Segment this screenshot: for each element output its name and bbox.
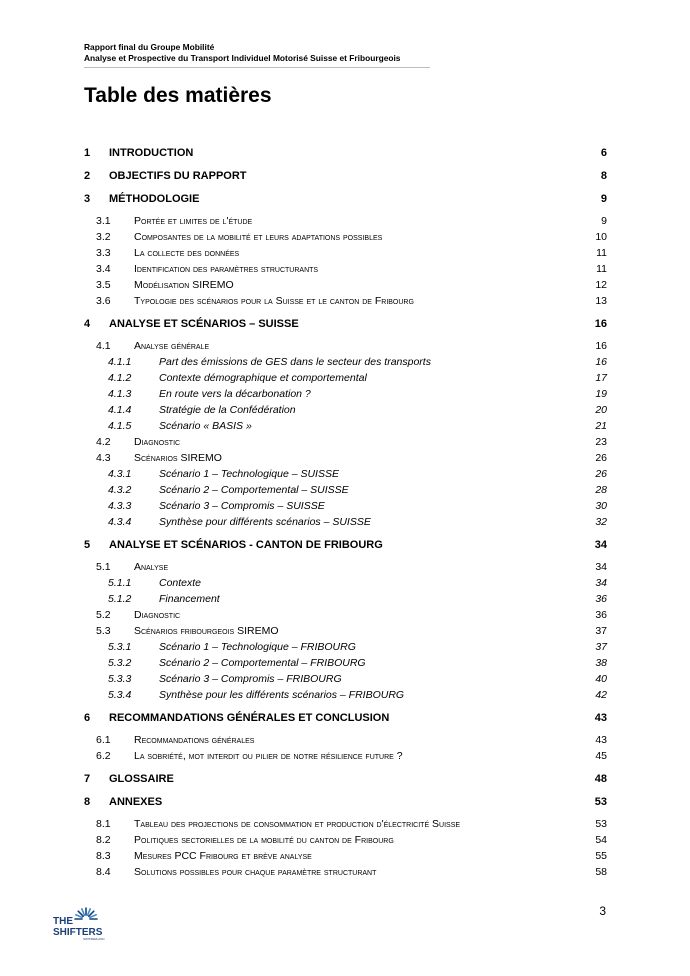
toc-entry[interactable] — [0, 338, 690, 354]
toc-entry-title: Composantes de la mobilité et leurs adaptations possibles — [134, 231, 383, 243]
toc-entry[interactable] — [0, 794, 690, 810]
toc-entry-page: 26 — [595, 452, 607, 464]
toc-entry-page: 9 — [601, 215, 607, 227]
toc-entry-title: Stratégie de la Confédération — [159, 404, 296, 416]
toc-entry-title: Scénario 1 – Technologique – SUISSE — [159, 468, 339, 480]
toc-entry-title: OBJECTIFS DU RAPPORT — [109, 170, 247, 182]
toc-entry-title: Scénarios fribourgeois SIREMO — [134, 625, 279, 637]
page-number: 3 — [599, 904, 606, 918]
toc-entry-title: Solutions possibles pour chaque paramètre structurant — [134, 866, 377, 878]
toc-entry-page: 32 — [595, 516, 607, 528]
toc-entry-page: 43 — [594, 712, 607, 724]
toc-entry-title: Portée et limites de l'étude — [134, 215, 253, 227]
toc-entry-page: 58 — [595, 866, 607, 878]
toc-entry[interactable] — [0, 687, 690, 703]
toc-entry-num: 3.3 — [96, 247, 111, 259]
toc-entry-page: 26 — [595, 468, 607, 480]
header-line-1: Rapport final du Groupe Mobilité — [84, 42, 215, 52]
toc-entry[interactable] — [0, 671, 690, 687]
toc-entry[interactable] — [0, 466, 690, 482]
toc-entry-num: 3 — [84, 193, 91, 205]
toc-entry-title: MÉTHODOLOGIE — [109, 193, 200, 205]
toc-entry-page: 38 — [595, 657, 607, 669]
toc-entry-page: 6 — [600, 147, 607, 159]
toc-entry-page: 34 — [594, 539, 607, 551]
toc-entry[interactable] — [0, 498, 690, 514]
toc-entry-title: Scénario 3 – Compromis – SUISSE — [159, 500, 325, 512]
toc-entry-title: Diagnostic — [134, 436, 181, 448]
toc-entry-title: Scénarios SIREMO — [134, 452, 222, 464]
toc-entry-title: Modélisation SIREMO — [134, 279, 234, 291]
toc-entry-title: Diagnostic — [134, 609, 181, 621]
toc-entry[interactable] — [0, 386, 690, 402]
toc-entry-title: En route vers la décarbonation ? — [159, 388, 311, 400]
toc-entry-page: 37 — [595, 641, 607, 653]
toc-entry-page: 13 — [595, 295, 607, 307]
toc-entry-page: 36 — [595, 609, 607, 621]
toc-entry[interactable] — [0, 639, 690, 655]
toc-entry[interactable] — [0, 537, 690, 553]
toc-entry-num: 5 — [84, 539, 91, 551]
toc-entry-num: 8.2 — [96, 834, 111, 846]
toc-entry-num: 8.3 — [96, 850, 111, 862]
toc-entry-title: Tableau des projections de consommation et production d'électricité Suisse — [134, 818, 461, 830]
toc-entry[interactable] — [0, 864, 690, 880]
logo-text-the: THE — [53, 916, 73, 927]
toc-entry-title: La collecte des données — [134, 247, 240, 259]
logo-text-shifters: SHIFTERS — [53, 927, 103, 938]
toc-entry-num: 4.3.1 — [108, 468, 132, 480]
logo-text-switzerland: SWITZERLAND — [83, 937, 105, 941]
toc-entry-page: 34 — [595, 577, 607, 589]
toc-entry-title: Synthèse pour les différents scénarios – FRIBOURG — [159, 689, 405, 701]
page-title: Table des matières — [84, 84, 272, 107]
toc-entry[interactable] — [0, 450, 690, 466]
toc-entry[interactable] — [0, 354, 690, 370]
toc-entry[interactable] — [0, 145, 690, 161]
toc-entry-page: 54 — [595, 834, 607, 846]
toc-entry[interactable] — [0, 229, 690, 245]
header-line-2: Analyse et Prospective du Transport Individuel Motorisé Suisse et Fribourgeois — [84, 53, 401, 63]
toc-entry-num: 4.1.5 — [108, 420, 132, 432]
toc-entry-num: 4.2 — [96, 436, 111, 448]
toc-entry-title: Contexte démographique et comportemental — [159, 372, 367, 384]
toc-entry[interactable] — [0, 575, 690, 591]
toc-entry-page: 45 — [595, 750, 607, 762]
toc-entry-num: 5.3.1 — [108, 641, 132, 653]
toc-entry-page: 8 — [600, 170, 607, 182]
toc-entry-title: Part des émissions de GES dans le secteur des transports — [159, 356, 431, 368]
toc-entry-title: La sobriété, mot interdit ou pilier de notre résilience future ? — [134, 750, 403, 762]
toc-entry-page: 9 — [600, 193, 607, 205]
toc-entry-num: 4.1.1 — [108, 356, 132, 368]
toc-entry-num: 8.4 — [96, 866, 111, 878]
toc-entry[interactable] — [0, 732, 690, 748]
toc-entry-num: 3.5 — [96, 279, 111, 291]
toc-entry-page: 53 — [595, 818, 607, 830]
toc-entry-page: 11 — [596, 247, 607, 259]
toc-entry-page: 20 — [595, 404, 607, 416]
toc-entry[interactable] — [0, 832, 690, 848]
toc-entry[interactable] — [0, 607, 690, 623]
toc-entry-num: 8 — [84, 796, 91, 808]
toc-entry-num: 3.4 — [96, 263, 111, 275]
toc-entry[interactable] — [0, 655, 690, 671]
toc-entry[interactable] — [0, 316, 690, 332]
toc-entry-num: 2 — [84, 170, 91, 182]
toc-entry[interactable] — [0, 261, 690, 277]
toc-entry-title: Contexte — [159, 577, 202, 589]
toc-entry[interactable] — [0, 482, 690, 498]
toc-entry[interactable] — [0, 591, 690, 607]
toc-entry[interactable] — [0, 370, 690, 386]
toc-entry-title: Synthèse pour différents scénarios – SUISSE — [159, 516, 371, 528]
toc-entry-title: Scénario 2 – Comportemental – FRIBOURG — [159, 657, 366, 669]
toc-entry[interactable] — [0, 848, 690, 864]
toc-entry-title: GLOSSAIRE — [109, 773, 174, 785]
toc-entry-title: Scénario 3 – Compromis – FRIBOURG — [159, 673, 342, 685]
toc-entry-title: ANALYSE ET SCÉNARIOS - CANTON DE FRIBOURG — [109, 539, 383, 551]
toc-entry-num: 4.3.2 — [108, 484, 132, 496]
toc-entry-page: 19 — [595, 388, 607, 400]
toc-entry[interactable] — [0, 710, 690, 726]
toc-entry-num: 4.3.4 — [108, 516, 132, 528]
toc-entry-num: 4.1.2 — [108, 372, 132, 384]
toc-entry-title: RECOMMANDATIONS GÉNÉRALES ET CONCLUSION — [109, 712, 390, 724]
toc-entry-title: Scénario 2 – Comportemental – SUISSE — [159, 484, 349, 496]
toc-entry[interactable] — [0, 771, 690, 787]
toc-entry[interactable] — [0, 559, 690, 575]
toc-entry[interactable] — [0, 245, 690, 261]
toc-entry-title: Mesures PCC Fribourg et brève analyse — [134, 850, 312, 862]
toc-entry-num: 5.1.1 — [108, 577, 132, 589]
toc-entry[interactable] — [0, 191, 690, 207]
toc-entry-title: Scénario 1 – Technologique – FRIBOURG — [159, 641, 356, 653]
toc-entry-num: 3.1 — [96, 215, 111, 227]
toc-entry-title: Typologie des scénarios pour la Suisse et le canton de Fribourg — [134, 295, 414, 307]
toc-entry-title: Politiques sectorielles de la mobilité du canton de Fribourg — [134, 834, 394, 846]
toc-entry-page: 17 — [595, 372, 607, 384]
toc-entry-page: 34 — [595, 561, 607, 573]
toc-entry-num: 5.2 — [96, 609, 111, 621]
toc-entry-title: Recommandations générales — [134, 734, 255, 746]
toc-entry-num: 5.3 — [96, 625, 111, 637]
toc-entry[interactable] — [0, 213, 690, 229]
toc-entry-num: 6.2 — [96, 750, 111, 762]
toc-entry-num: 4 — [84, 318, 91, 330]
toc-entry-page: 12 — [595, 279, 607, 291]
toc-entry-page: 42 — [595, 689, 607, 701]
toc-entry-num: 4.3 — [96, 452, 111, 464]
toc-entry-page: 11 — [596, 263, 607, 275]
toc-entry-title: INTRODUCTION — [109, 147, 194, 159]
toc-entry-page: 55 — [595, 850, 607, 862]
toc-entry[interactable] — [0, 277, 690, 293]
toc-entry-num: 6.1 — [96, 734, 111, 746]
toc-entry[interactable] — [0, 623, 690, 639]
toc-entry-num: 4.1 — [96, 340, 111, 352]
toc-entry-num: 5.3.3 — [108, 673, 132, 685]
toc-entry-title: ANNEXES — [109, 796, 163, 808]
toc-entry-page: 10 — [595, 231, 607, 243]
toc-entry[interactable] — [0, 514, 690, 530]
toc-entry-page: 37 — [595, 625, 607, 637]
toc-entry-num: 1 — [84, 147, 91, 159]
toc-entry[interactable] — [0, 418, 690, 434]
toc-entry-page: 40 — [595, 673, 607, 685]
toc-entry-page: 36 — [595, 593, 607, 605]
toc-entry-num: 4.3.3 — [108, 500, 132, 512]
toc-entry-title: ANALYSE ET SCÉNARIOS – SUISSE — [109, 318, 299, 330]
toc-entry-page: 16 — [595, 340, 607, 352]
toc-entry-num: 7 — [84, 773, 91, 785]
toc-entry-num: 5.1 — [96, 561, 111, 573]
toc-entry[interactable] — [0, 816, 690, 832]
toc-entry[interactable] — [0, 168, 690, 184]
toc-entry[interactable] — [0, 293, 690, 309]
toc-entry-page: 21 — [595, 420, 607, 432]
toc-entry-title: Analyse générale — [134, 340, 210, 352]
toc-entry-title: Scénario « BASIS » — [159, 420, 252, 432]
the-shifters-logo — [52, 905, 112, 945]
toc-entry-title: Financement — [159, 593, 220, 605]
toc-entry[interactable] — [0, 402, 690, 418]
toc-entry-title: Identification des paramètres structurants — [134, 263, 319, 275]
toc-entry-num: 6 — [84, 712, 91, 724]
toc-entry-num: 5.3.2 — [108, 657, 132, 669]
toc-entry[interactable] — [0, 434, 690, 450]
toc-entry-page: 30 — [595, 500, 607, 512]
toc-entry-page: 28 — [595, 484, 607, 496]
sunburst-icon — [75, 908, 97, 919]
toc-entry-num: 4.1.4 — [108, 404, 132, 416]
toc-entry-num: 4.1.3 — [108, 388, 132, 400]
toc-entry-num: 5.1.2 — [108, 593, 132, 605]
toc-entry-page: 23 — [595, 436, 607, 448]
toc-entry-num: 8.1 — [96, 818, 111, 830]
toc-entry-page: 43 — [595, 734, 607, 746]
toc-entry-page: 16 — [594, 318, 607, 330]
toc-entry-page: 48 — [594, 773, 607, 785]
toc-entry-page: 53 — [594, 796, 607, 808]
toc-entry-num: 3.6 — [96, 295, 111, 307]
toc-entry-page: 16 — [595, 356, 607, 368]
toc-entry-title: Analyse — [134, 561, 169, 573]
toc-entry[interactable] — [0, 748, 690, 764]
toc-entry-num: 5.3.4 — [108, 689, 132, 701]
toc-entry-num: 3.2 — [96, 231, 111, 243]
